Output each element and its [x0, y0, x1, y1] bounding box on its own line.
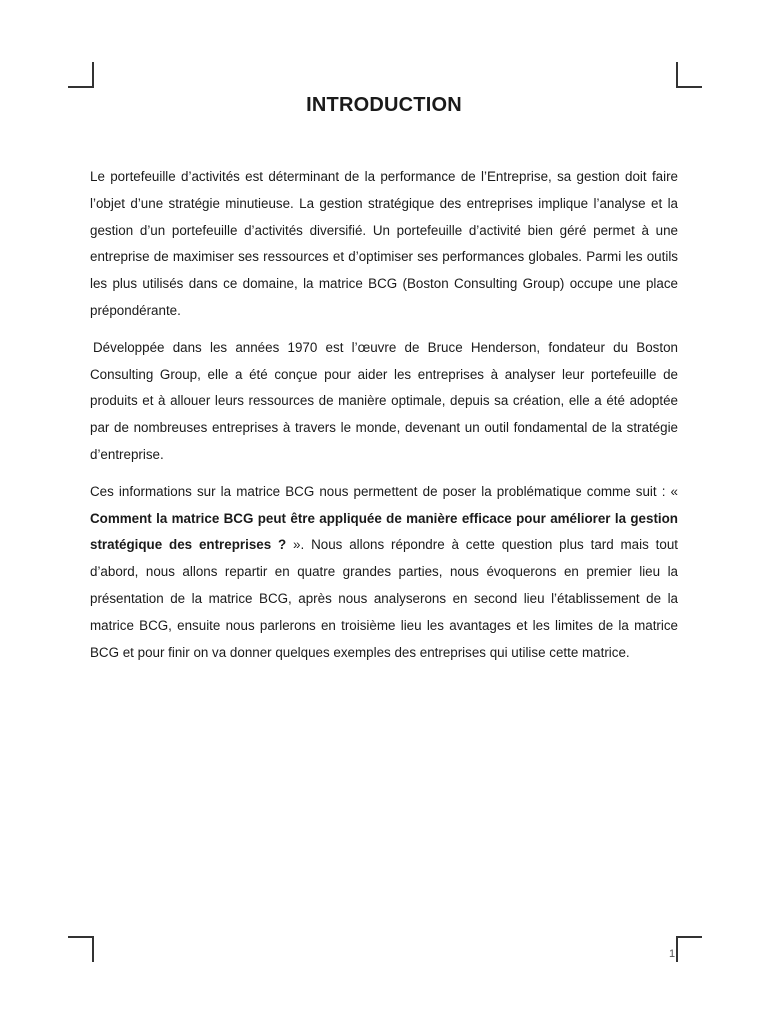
- crop-mark-bottom-right: [676, 936, 702, 962]
- document-body: [90, 164, 678, 676]
- page-number: 1: [669, 948, 676, 960]
- intro-paragraph-1: Le portefeuille d’activités est déterminant de la performance de l’Entreprise, sa gestion doit faire l’objet d’une stratégie minutieuse. La gestion stratégique des entreprises implique l’analyse et la gestion d’un portefeuille d’activités diversifié. Un portefeuille d’activité bien géré permet à une entreprise de maximiser ses ressources et d’optimiser ses performances globales. Parmi les outils les plus utilisés dans ce domaine, la matrice BCG (Boston Consulting Group) occupe une place prépondérante.: [90, 169, 678, 318]
- problem-statement-question: Comment la matrice BCG peut être appliquée de manière efficace pour améliorer la gestion stratégique des entreprises ?: [90, 510, 678, 553]
- crop-mark-bottom-left: [68, 936, 94, 962]
- problem-statement-plan: ». Nous allons répondre à cette question plus tard mais tout d’abord, nous allons repartir en quatre grandes parties, nous évoquerons en premier lieu la présentation de la matrice BCG, après nous analyserons en second lieu l’établissement de la matrice BCG, ensuite nous parlerons en troisième lieu les avantages et les limites de la matrice BCG et pour finir on va donner quelques exemples des entreprises qui utilise cette matrice.: [90, 537, 678, 660]
- intro-paragraph-3: [90, 479, 678, 667]
- crop-mark-top-right: [676, 62, 702, 88]
- intro-paragraph-2: Développée dans les années 1970 est l’œuvre de Bruce Henderson, fondateur du Boston Consulting Group, elle a été conçue pour aider les entreprises à analyser leur portefeuille de produits et à allouer leurs ressources de manière optimale, depuis sa création, elle a été adoptée par de nombreuses entreprises à travers le monde, devenant un outil fondamental de la stratégie d’entreprise.: [90, 339, 678, 462]
- crop-mark-top-left: [68, 62, 94, 88]
- page-title: INTRODUCTION: [306, 94, 462, 116]
- problem-statement-lead: Ces informations sur la matrice BCG nous permettent de poser la problématique comme suit : «: [90, 483, 678, 499]
